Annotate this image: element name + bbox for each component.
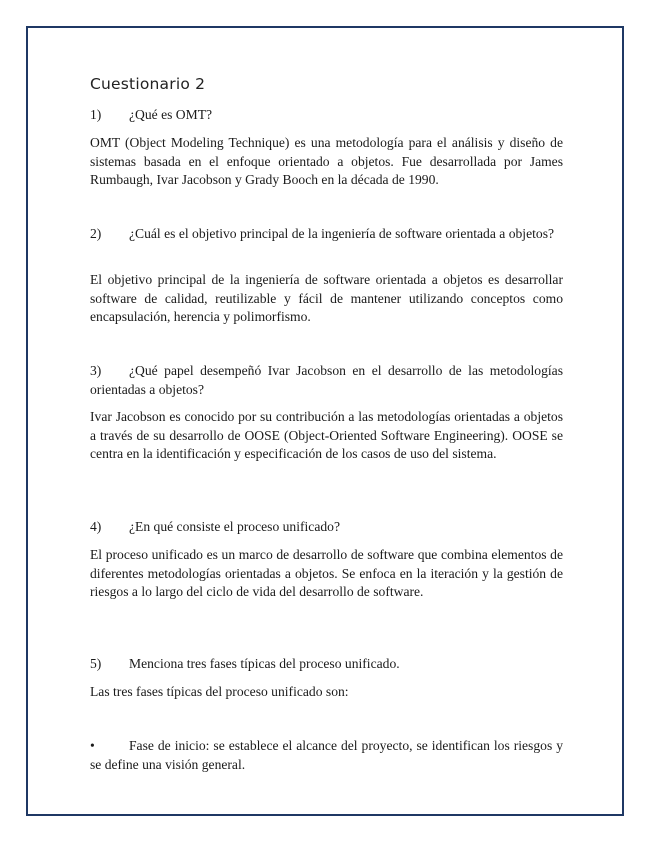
question-text: ¿Qué papel desempeñó Ivar Jacobson en el desarrollo de las metodologías orientadas a objetos?	[90, 363, 563, 397]
question-text: ¿Qué es OMT?	[129, 107, 213, 122]
question-number: 1)	[90, 107, 102, 122]
question-4	[90, 518, 563, 537]
question-number: 2)	[90, 226, 102, 241]
answer-4: El proceso unificado es un marco de desarrollo de software que combina elementos de diferentes metodologías orientadas a objetos. Se enfoca en la iteración y la gestión de riesgos a lo largo del ciclo de vida del desarrollo de software.	[90, 547, 563, 599]
question-3	[90, 362, 563, 399]
answer-2: El objetivo principal de la ingeniería de software orientada a objetos es desarrollar software de calidad, reutilizable y fácil de mantener utilizando conceptos como encapsulación, herencia y polimorfismo.	[90, 272, 563, 324]
document-title: Cuestionario 2	[90, 75, 206, 93]
bullet-item	[90, 737, 563, 774]
question-text: ¿En qué consiste el proceso unificado?	[129, 519, 341, 534]
answer-3: Ivar Jacobson es conocido por su contribución a las metodologías orientadas a objetos a través de su desarrollo de OOSE (Object-Oriented Software Engineering). OOSE se centra en la identificación y especificación de los casos de uso del sistema.	[90, 409, 563, 461]
question-number: 4)	[90, 519, 102, 534]
answer-5: Las tres fases típicas del proceso unificado son:	[90, 684, 349, 699]
answer-1: OMT (Object Modeling Technique) es una metodología para el análisis y diseño de sistemas basada en el enfoque orientado a objetos. Fue desarrollada por James Rumbaugh, Ivar Jacobson y Grady Booch en la década de 1990.	[90, 135, 563, 187]
bullet-marker: •	[90, 738, 95, 753]
question-1	[90, 106, 563, 125]
question-number: 5)	[90, 656, 102, 671]
question-2	[90, 225, 563, 244]
question-text: ¿Cuál es el objetivo principal de la ingeniería de software orientada a objetos?	[129, 226, 555, 241]
question-number: 3)	[90, 363, 102, 378]
question-5	[90, 655, 563, 674]
bullet-text: Fase de inicio: se establece el alcance del proyecto, se identifican los riesgos y se define una visión general.	[90, 738, 563, 772]
question-text: Menciona tres fases típicas del proceso unificado.	[129, 656, 400, 671]
